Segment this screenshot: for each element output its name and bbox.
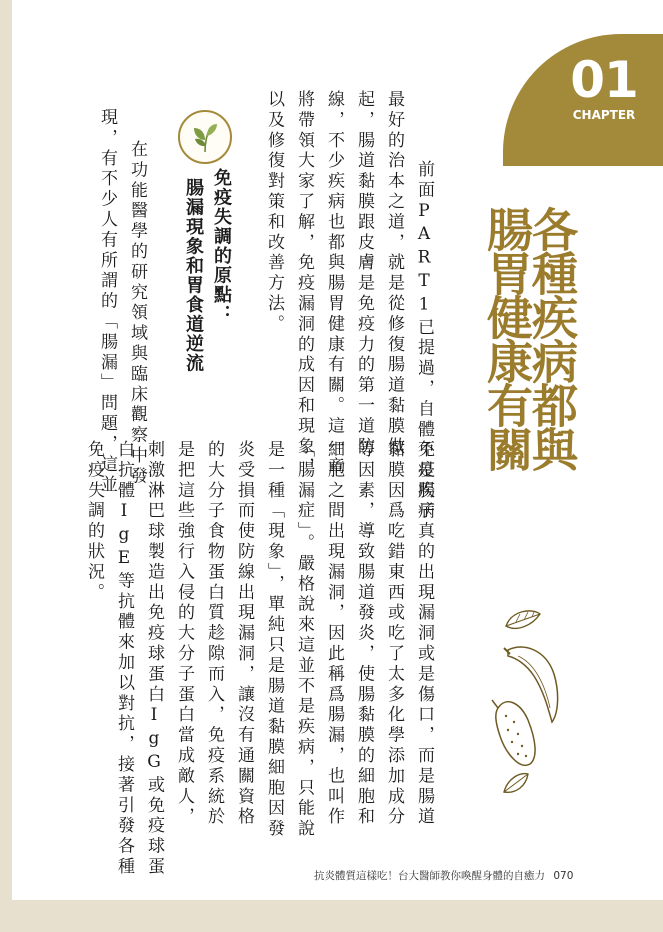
intro-column: 前面PART1已提過，自體免疫疾病: [414, 160, 434, 522]
section-heading-line-2: 腸漏現象和胃食道逆流: [183, 178, 204, 373]
body-column: 「腸漏症」。嚴格說來這並不是疾病，只能說: [294, 440, 314, 840]
body-column: 黏膜因爲吃錯東西或吃了太多化學添加成分: [384, 440, 404, 828]
chapter-label: CHAPTER: [572, 108, 636, 122]
body-column: 等因素，導致腸道發炎，使腸黏膜的細胞和: [354, 440, 374, 828]
body-column: 白抗體IgE等抗體來加以對抗，接著引發各種: [114, 440, 134, 878]
book-title: 抗炎體質這樣吃！台大醫師教你喚醒身體的自癒力: [314, 870, 545, 882]
page-number: 070: [553, 870, 574, 882]
chapter-number: 01: [570, 51, 638, 109]
tea-leaf-badge: [178, 110, 232, 164]
body-column: 不是腸子真的出現漏洞或是傷口，而是腸道: [414, 440, 434, 828]
intro-column: 將帶領大家了解，免疫漏洞的成因和現象，: [294, 90, 314, 478]
intro-column: 以及修復對策和改善方法。: [264, 90, 284, 335]
body-column: 炎受損而使防線出現漏洞，讓沒有通關資格: [234, 440, 254, 828]
cucumber-icon: [492, 700, 535, 765]
section-column: 在功能醫學的研究領域與臨床觀察中發: [127, 140, 147, 487]
body-column: 是把這些強行入侵的大分子蛋白當成敵人，: [174, 440, 194, 828]
body-column: 的大分子食物蛋白質趁隙而入，免疫系統於: [204, 440, 224, 828]
section-column: 現，有不少人有所謂的「腸漏」問題，這並: [97, 108, 117, 496]
intro-column: 起，腸道黏膜跟皮膚是免疫力的第一道防: [354, 90, 374, 458]
intro-column: 最好的治本之道，就是從修復腸道黏膜做: [384, 90, 404, 458]
body-column: 是一種「現象」，單純只是腸道黏膜細胞因發: [264, 440, 284, 840]
body-column: 刺激淋巴球製造出免疫球蛋白IgG或免疫球蛋: [144, 440, 164, 878]
title-line-2: 腸胃健康有關: [480, 206, 534, 470]
bottom-band: [0, 900, 663, 932]
leaf-icon: [506, 611, 540, 628]
banana-cucumber-leaves-illustration: [488, 604, 568, 804]
leaf-icon: [504, 774, 528, 793]
title-line-1: 各種疾病都與: [525, 206, 579, 470]
intro-column: 線，不少疾病也都與腸胃健康有關。這一章: [324, 90, 344, 478]
body-column: 免疫失調的狀況。: [84, 440, 104, 604]
section-heading-line-1: 免疫失調的原點：: [211, 168, 232, 324]
page-footer: [314, 868, 576, 883]
body-column: 細胞之間出現漏洞，因此稱爲腸漏，也叫作: [324, 440, 344, 828]
left-edge-strip: [0, 0, 12, 932]
tea-leaf-icon: [186, 118, 224, 156]
